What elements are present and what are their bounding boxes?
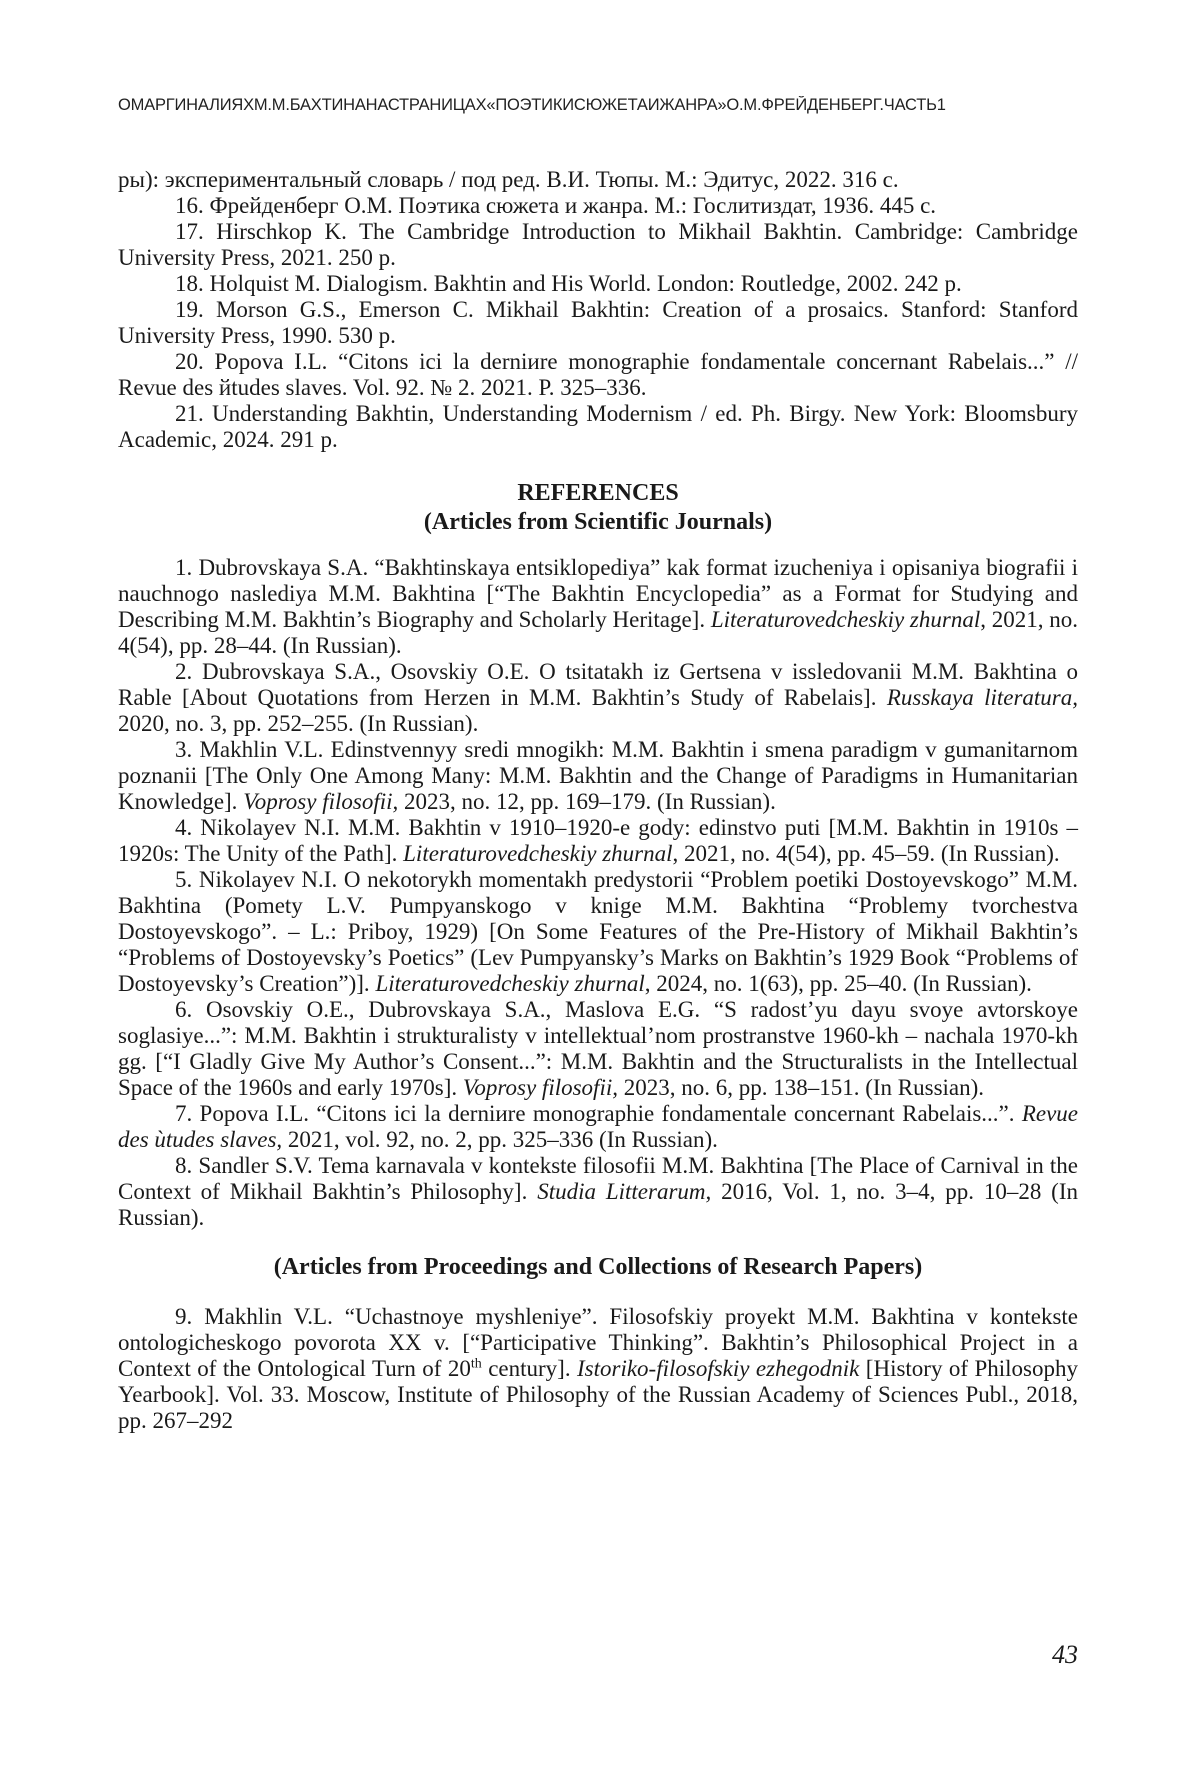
list-item: 19. Morson G.S., Emerson C. Mikhail Bakhtin: Creation of a prosaics. Stanford: Stanford University Press, 1990. 530 p. (118, 297, 1078, 348)
reference-item: 1. Dubrovskaya S.A. “Bakhtinskaya entsiklopediya” kak format izucheniya i opisaniya biografii i nauchnogo naslediya M.M. Bakhtina [“The Bakhtin Encyclopedia” as a Format for Studying and Describing M.M. Bakhtin’s Biography and Scholarly Heritage]. Literaturovedcheskiy zhurnal, 2021, no. 4(54), pp. 28–44. (In Russian). (118, 555, 1079, 658)
list-item: ры): экспериментальный словарь / под ред. В.И. Тюпы. М.: Эдитус, 2022. 316 с. (118, 167, 899, 192)
list-item: 18. Holquist M. Dialogism. Bakhtin and His World. London: Routledge, 2002. 242 p. (175, 271, 962, 296)
reference-item: 3. Makhlin V.L. Edinstvennyy sredi mnogikh: M.M. Bakhtin i smena paradigm v gumanitarnom poznanii [The Only One Among Many: M.M. Bakhtin and the Change of Paradigms in Humanitarian Knowledge]. Voprosy filosofii, 2023, no. 12, pp. 169–179. (In Russian). (118, 737, 1078, 814)
reference-item: 9. Makhlin V.L. “Uchastnoye myshleniye”. Filosofskiy proyekt M.M. Bakhtina v kontekste ontologicheskogo povorota XX v. [“Participative Thinking”. Bakhtin’s Philosophical Project in a Context of the Ontological Turn of 20th century]. Istoriko-filosofskiy ezhegodnik [History of Philosophy Yearbook]. Vol. 33. Moscow, Institute of Philosophy of the Russian Academy of Sciences Publ., 2018, pp. 267–292 (118, 1304, 1078, 1433)
proceedings-subheading: (Articles from Proceedings and Collections of Research Papers) (273, 1254, 923, 1280)
reference-item: 5. Nikolayev N.I. O nekotorykh momentakh predystorii “Problem poetiki Dostoyevskogo” M.M. Bakhtina (Pomety L.V. Pumpyanskogo v knige M.M. Bakhtina “Problemy tvorchestva Dostoyevskogo”. – L.: Priboy, 1929) [On Some Features of the Pre-History of Mikhail Bakhtin’s “Problems of Dostoyevsky’s Poetics” (Lev Pumpyansky’s Marks on Bakhtin’s 1929 Book “Problems of Dostoyevsky’s Creation”)]. Literaturovedcheskiy zhurnal, 2024, no. 1(63), pp. 25–40. (In Russian). (118, 867, 1078, 996)
reference-item: 7. Popova I.L. “Citons ici la derniиre monographie fondamentale concernant Rabelais...”. Revue des ùtudes slaves, 2021, vol. 92, no. 2, pp. 325–336 (In Russian). (118, 1101, 1078, 1152)
references-heading: REFERENCES (517, 480, 679, 506)
running-head: ОМАРГИНАЛИЯХМ.М.БАХТИНАНАСТРАНИЦАХ«ПОЭТИКИСЮЖЕТАИЖАНРА»О.М.ФРЕЙДЕНБЕРГ.ЧАСТЬ1 (118, 96, 946, 114)
reference-item: 2. Dubrovskaya S.A., Osovskiy O.E. O tsitatakh iz Gertsena v issledovanii M.M. Bakhtina o Rable [About Quotations from Herzen in M.M. Bakhtin’s Study of Rabelais]. Russkaya literatura, 2020, no. 3, pp. 252–255. (In Russian). (118, 659, 1078, 736)
reference-item: 8. Sandler S.V. Tema karnavala v kontekste filosofii M.M. Bakhtina [The Place of Carnival in the Context of Mikhail Bakhtin’s Philosophy]. Studia Litterarum, 2016, Vol. 1, no. 3–4, pp. 10–28 (In Russian). (118, 1153, 1078, 1230)
list-item: 20. Popova I.L. “Citons ici la derniиre monographie fondamentale concernant Rabelais...” // Revue des йtudes slaves. Vol. 92. № 2. 2021. P. 325–336. (118, 349, 1078, 400)
reference-item: 4. Nikolayev N.I. M.M. Bakhtin v 1910–1920-e gody: edinstvo puti [M.M. Bakhtin in 1910s – 1920s: The Unity of the Path]. Literaturovedcheskiy zhurnal, 2021, no. 4(54), pp. 45–59. (In Russian). (118, 815, 1078, 866)
list-item: 17. Hirschkop K. The Cambridge Introduction to Mikhail Bakhtin. Cambridge: Cambridge University Press, 2021. 250 p. (118, 219, 1078, 270)
list-item: 16. Фрейденберг О.М. Поэтика сюжета и жанра. М.: Гослитиздат, 1936. 445 с. (175, 193, 937, 218)
list-item: 21. Understanding Bakhtin, Understanding Modernism / ed. Ph. Birgy. New York: Bloomsbury Academic, 2024. 291 p. (118, 401, 1078, 452)
page-content (118, 167, 1078, 1434)
page-number: 43 (1052, 1640, 1078, 1669)
journals-subheading: (Articles from Scientific Journals) (423, 509, 773, 535)
reference-item: 6. Osovskiy O.E., Dubrovskaya S.A., Maslova E.G. “S radost’yu dayu svoye avtorskoye soglasiye...”: M.M. Bakhtin i strukturalisty v intellektual’nom prostranstve 1960-kh – nachala 1970-kh gg. [“I Gladly Give My Author’s Consent...”: M.M. Bakhtin and the Structuralists in the Intellectual Space of the 1960s and early 1970s]. Voprosy filosofii, 2023, no. 6, pp. 138–151. (In Russian). (118, 997, 1078, 1100)
